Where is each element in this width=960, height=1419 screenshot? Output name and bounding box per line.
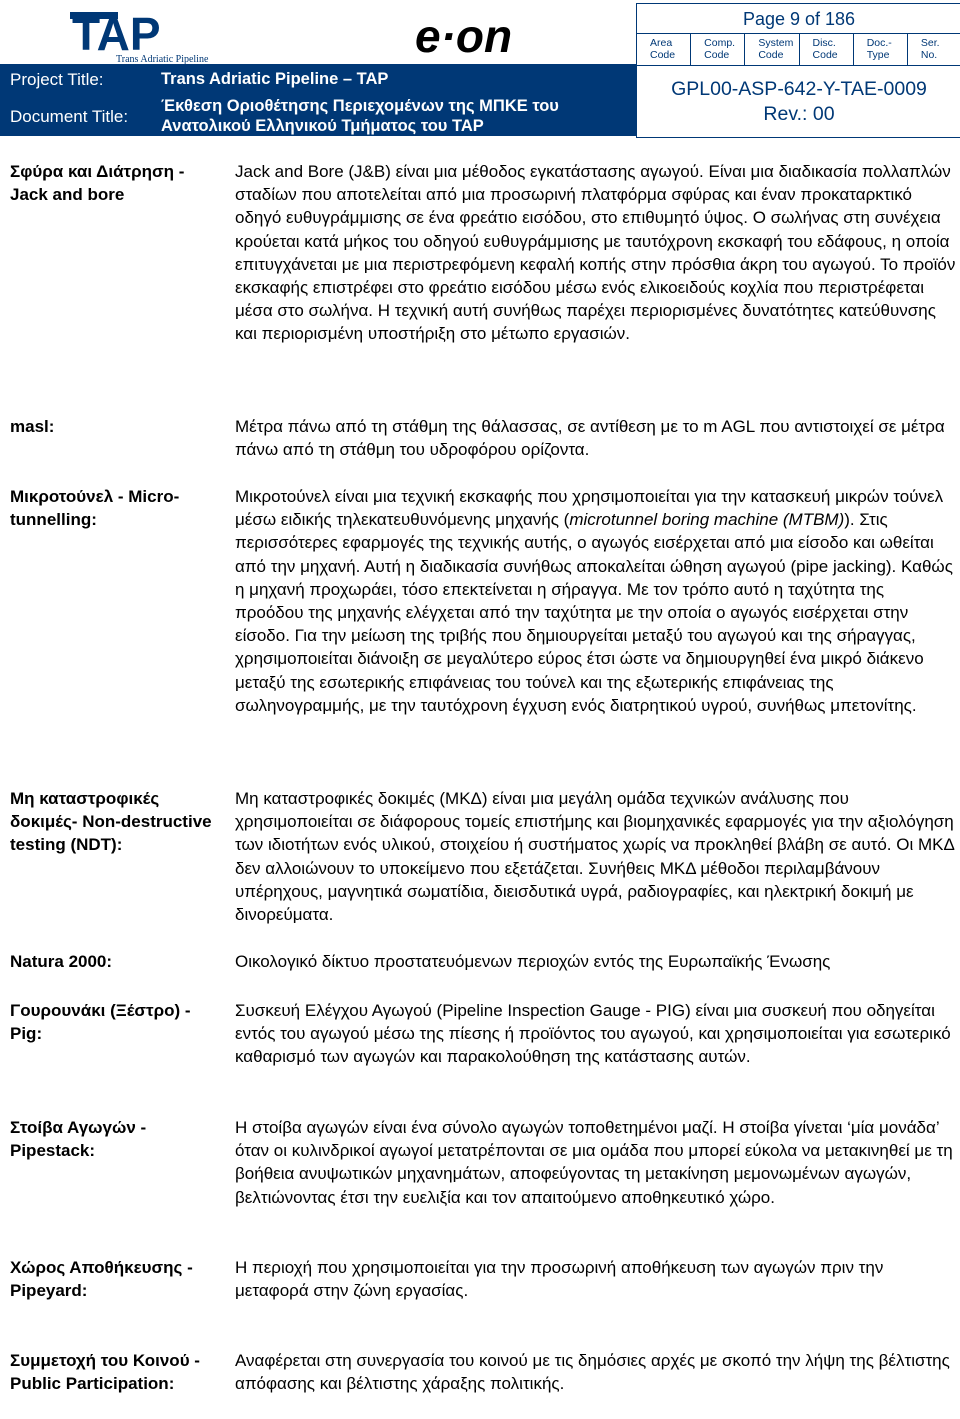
- area-code-label: Area Code: [637, 33, 691, 65]
- definition-text: Μικροτούνελ είναι μια τεχνική εκσκαφής που χρησιμοποιείται για την κατασκευή μικρών τούνελ μέσω ειδικής τηλεκατευθυνόμενης μηχανής (: [235, 487, 944, 530]
- revision: Rev.: 00: [763, 103, 835, 125]
- glossary-term: Χώρος Αποθήκευσης - Pipeyard:: [10, 1258, 193, 1301]
- eon-logo-text: e·on: [415, 12, 513, 60]
- definition-italic-text: microtunnel boring machine (MTBM): [569, 510, 845, 530]
- title-band: [0, 64, 636, 136]
- glossary-term: Natura 2000:: [10, 952, 113, 971]
- comp-code-label: Comp. Code: [691, 33, 745, 65]
- project-title-label: Project Title:: [10, 70, 104, 89]
- glossary-term: Γουρουνάκι (Ξέστρο) - Pig:: [10, 1001, 191, 1044]
- glossary-definition: Μέτρα πάνω από τη στάθμη της θάλασσας, σε αντίθεση με το m AGL που αντιστοιχεί σε μέτρα πάνω από τη στάθμη του υδροφόρου ορίζοντα.: [235, 417, 945, 460]
- eon-logo: [415, 12, 615, 60]
- glossary-term: Συμμετοχή του Κοινού - Public Participation:: [10, 1351, 200, 1394]
- ser-no-label: Ser. No.: [920, 37, 940, 61]
- glossary-term: Σφύρα και Διάτρηση - Jack and bore: [10, 162, 185, 205]
- document-title-value-line2: Ανατολικού Ελληνικού Τμήματος του TAP: [161, 117, 484, 135]
- disc-code-label: Disc. Code: [800, 33, 854, 65]
- glossary-definition: Συσκευή Ελέγχου Αγωγού (Pipeline Inspection Gauge - PIG) είναι μια συσκευή που οδηγείται εντός του αγωγού μέσω της πίεσης ή προϊόντος του αγωγού, και χρησιμοποιείται για εσωτερικό καθαρισμό των αγωγών και παρακολούθηση της κατάστασης αυτών.: [235, 1001, 951, 1067]
- document-title-label: Document Title:: [10, 107, 129, 126]
- glossary-definition: Αναφέρεται στη συνεργασία του κοινού με τις δημόσιες αρχές με σκοπό την λήψη της βέλτιστης απόφασης και βέλτιστης χάραξης πολιτικής.: [235, 1351, 950, 1394]
- logo-row: [70, 6, 636, 64]
- glossary-term: Στοίβα Αγωγών - Pipestack:: [10, 1118, 147, 1161]
- glossary-definition: Η στοίβα αγωγών είναι ένα σύνολο αγωγών τοποθετημένοι μαζί. Η στοίβα γίνεται ‘μία μονάδα’ όταν οι κυλινδρικοί αγωγοί μετατρέπονται σε μια ομάδα που μπορεί εύκολα να μετακινηθεί με τη βοήθεια ανυψωτικών μηχανημάτων, αποφεύγοντας τη μετακίνηση μεμονωμένων αγωγών, βελτιώνοντας έτσι την ευελιξία και τον απαιτούμενο αποθηκευτικό χώρο.: [235, 1118, 953, 1207]
- glossary-definition: Μη καταστροφικές δοκιμές (ΜΚΔ) είναι μια μεγάλη ομάδα τεχνικών ανάλυσης που χρησιμοποιείται σε διάφορους τομείς επιστήμης και βιομηχανικές εφαρμογές για την αξιολόγηση των ιδιοτήτων ενός υλικού, στοιχείου ή συστήματος χωρίς να προκληθεί βλάβη σε αυτό. Οι ΜΚΔ δεν αλλοιώνουν το υποκείμενο που εξετάζεται. Συνήθεις ΜΚΔ μέθοδοι περιλαμβάνουν υπέρηχους, μαγνητικά σωματίδια, διεισδυτικά υγρά, ραδιογραφίες, και ηλεκτρική δοκιμή με δινορεύματα.: [235, 789, 954, 925]
- tap-logo: [70, 6, 260, 64]
- glossary-definition: Η περιοχή που χρησιμοποιείται για την προσωρινή αποθήκευση των αγωγών πριν την μεταφορά στην ζώνη εργασίας.: [235, 1258, 884, 1301]
- glossary-definition: Jack and Bore (J&B) είναι μια μέθοδος εγκατάστασης αγωγού. Είναι μια διαδικασία πολλαπλών σταδίων που αποτελείται από μια προσωρινή πλατφόρμα σφύρας και έναν προκαταρκτικό οδηγό ευθυγράμμισης σε ένα φρεάτιο εισόδου, στο επιθυμητό ύψος. Ο σωλήνας στη συνέχεια κρούεται κατά μήκος του οδηγού ευθυγράμμισης με ταυτόχρονη εκσκαφή του εδάφους, η οποία επιτυγχάνεται με μια περιστρεφόμενη κεφαλή κοπής στην πρόσθια άκρη του αγωγού. Το προϊόν εκσκαφής επιστρέφει στο φρεάτιο εισόδου μέσω ενός ελικοειδούς κοχλία που περιστρέφεται μέσα στο σωλήνα. Η τεχνική αυτή συνήθως παρέχει περιορισμένες δυνατότητες κατεύθυνσης και περιορισμένη υποστήριξη στο μέτωπο εργασιών.: [235, 162, 956, 344]
- glossary-term: masl:: [10, 417, 55, 436]
- glossary-term: Μη καταστροφικές δοκιμές- Non-destructive testing (NDT):: [10, 789, 212, 855]
- glossary-definition: Οικολογικό δίκτυο προστατευόμενων περιοχών εντός της Ευρωπαϊκής Ένωσης: [235, 952, 831, 971]
- system-code-label: System Code: [745, 33, 799, 65]
- document-number: GPL00-ASP-642-Y-TAE-0009: [671, 78, 927, 100]
- page-number: Page 9 of 186: [637, 3, 960, 34]
- tap-logo-text: TAP: [72, 8, 161, 60]
- doc-type-label: Doc.- Type: [854, 33, 908, 65]
- glossary-term: Μικροτούνελ - Micro-tunnelling:: [10, 487, 180, 530]
- document-title-value-line1: Έκθεση Οριοθέτησης Περιεχομένων της ΜΠΚΕ του: [161, 97, 559, 115]
- document-header: [0, 3, 960, 134]
- document-code-box: [636, 3, 960, 138]
- glossary-definition: [235, 485, 957, 717]
- tap-logo-subtitle: Trans Adriatic Pipeline: [116, 54, 209, 64]
- project-title-value: Trans Adriatic Pipeline – TAP: [161, 70, 389, 88]
- code-row: [637, 33, 960, 66]
- definition-text: ). Στις περισσότερες εφαρμογές της τεχνικής αυτής, ο αγωγός εισέρχεται από μια είσοδο και ωθείται από την μηχανή. Αυτή η διαδικασία συνήθως αποκαλείται ώθηση αγωγού (pipe jacking). Καθώς η μηχανή προχωράει, τόσο επεκτείνεται η σήραγγα. Με τον τρόπο αυτό η ταχύτητα της προόδου της μηχανής ελέγχεται από την ταχύτητα με την οποία ο αγωγός εισέρχεται στην είσοδο. Για την μείωση της τριβής που δημιουργείται μεταξύ του αγωγού και της σήραγγας, χρησιμοποιείται διάνοιξη σε μεγαλύτερο εύρος έτσι ώστε να δημιουργηθεί ένα μικρό διάκενο μεταξύ της εσωτερικής επιφάνειας του τούνελ και της εξωτερικής επιφάνειας της σωληνογραμμής, με την ταυτόχρονη έγχυση ενός διατρητικού υγρού, συνήθως μπετονίτης.: [235, 510, 953, 715]
